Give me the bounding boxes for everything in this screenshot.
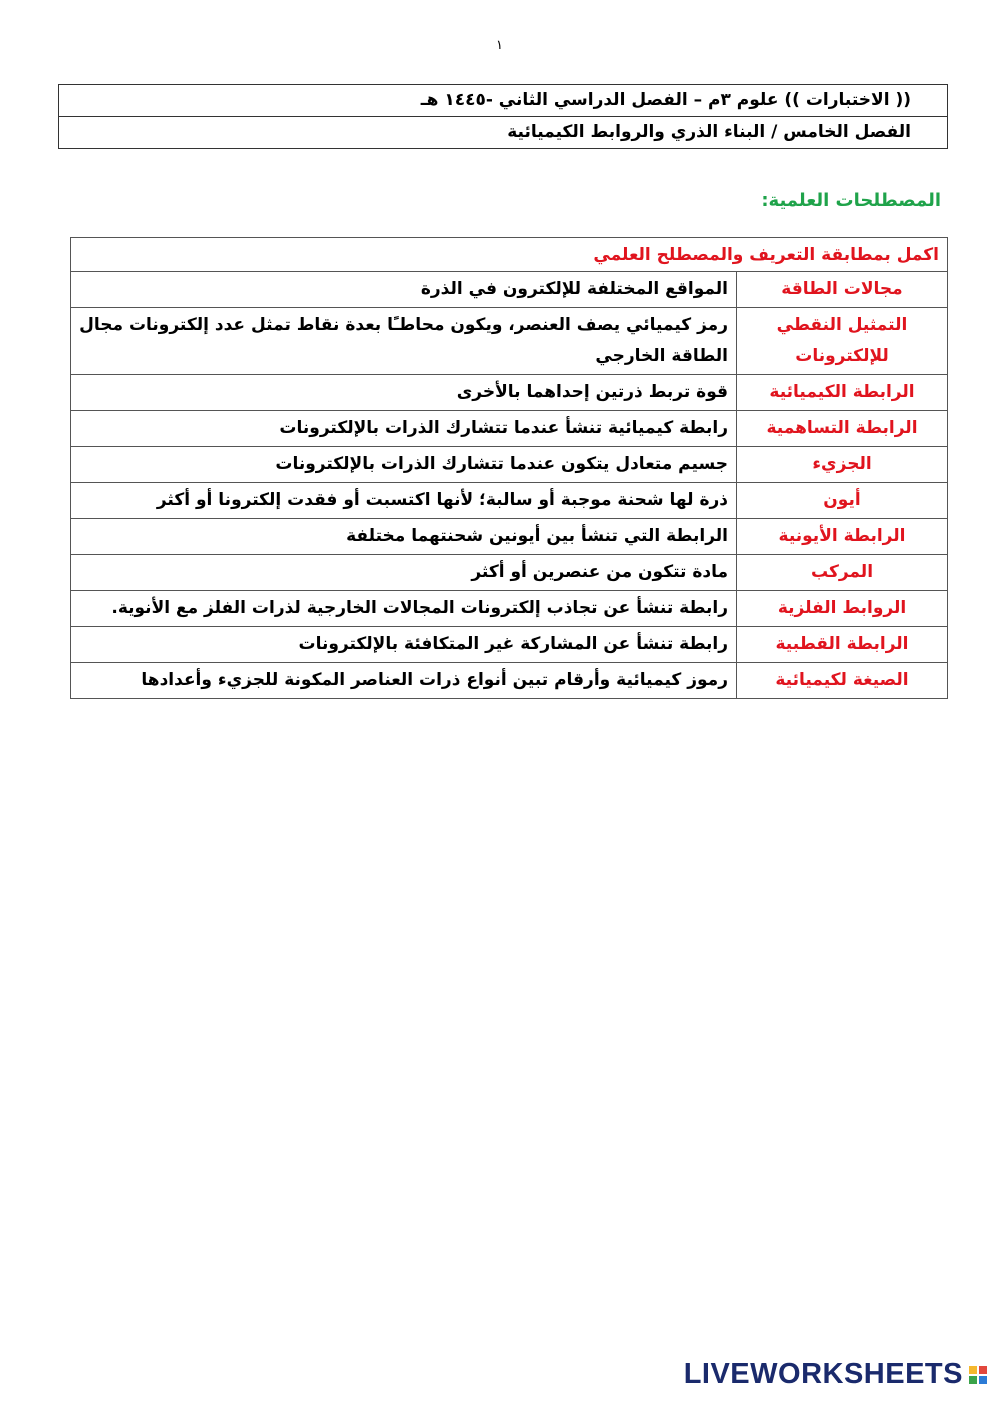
logo-square xyxy=(969,1366,977,1374)
liveworksheets-logo xyxy=(684,1358,987,1391)
brand-text: LIVEWORKSHEETS xyxy=(683,1358,963,1390)
table-row xyxy=(71,447,948,483)
table-row xyxy=(71,308,948,375)
terms-table xyxy=(70,237,948,699)
definition-cell: رابطة تنشأ عن المشاركة غير المتكافئة بالإلكترونات xyxy=(71,627,737,663)
table-row xyxy=(71,591,948,627)
term-cell: التمثيل النقطي للإلكترونات xyxy=(737,308,948,375)
chapter-title: الفصل الخامس / البناء الذري والروابط الكيميائية xyxy=(59,117,948,149)
definition-cell: رابطة تنشأ عن تجاذب إلكترونات المجالات الخارجية لذرات الفلز مع الأنوية. xyxy=(71,591,737,627)
table-row xyxy=(71,272,948,308)
definition-cell: رموز كيميائية وأرقام تبين أنواع ذرات العناصر المكونة للجزيء وأعدادها xyxy=(71,663,737,699)
definition-cell: مادة تتكون من عنصرين أو أكثر xyxy=(71,555,737,591)
instruction: اكمل بمطابقة التعريف والمصطلح العلمي xyxy=(71,238,948,272)
logo-square xyxy=(979,1376,987,1384)
term-cell: مجالات الطاقة xyxy=(737,272,948,308)
table-row xyxy=(71,663,948,699)
definition-cell: قوة تربط ذرتين إحداهما بالأخرى xyxy=(71,375,737,411)
term-cell: أيون xyxy=(737,483,948,519)
header-table xyxy=(58,84,948,149)
table-row xyxy=(71,483,948,519)
table-row xyxy=(71,411,948,447)
term-cell: المركب xyxy=(737,555,948,591)
table-row xyxy=(71,555,948,591)
definition-cell: ذرة لها شحنة موجبة أو سالبة؛ لأنها اكتسبت أو فقدت إلكترونا أو أكثر xyxy=(71,483,737,519)
definition-cell: الرابطة التي تنشأ بين أيونين شحنتهما مختلفة xyxy=(71,519,737,555)
term-cell: الرابطة الأيونية xyxy=(737,519,948,555)
term-cell: الصيغة لكيميائية xyxy=(737,663,948,699)
term-cell: الجزيء xyxy=(737,447,948,483)
exam-title: (( الاختبارات )) علوم ٣م – الفصل الدراسي الثاني -١٤٤٥ هـ xyxy=(59,85,948,117)
term-cell: الرابطة التساهمية xyxy=(737,411,948,447)
term-cell: الروابط الفلزية xyxy=(737,591,948,627)
definition-cell: جسيم متعادل يتكون عندما تتشارك الذرات بالإلكترونات xyxy=(71,447,737,483)
definition-cell: رابطة كيميائية تنشأ عندما تتشارك الذرات بالإلكترونات xyxy=(71,411,737,447)
section-title: المصطلحات العلمية: xyxy=(761,190,941,211)
table-row xyxy=(71,627,948,663)
term-cell: الرابطة القطبية xyxy=(737,627,948,663)
table-row xyxy=(71,375,948,411)
term-cell: الرابطة الكيميائية xyxy=(737,375,948,411)
definition-cell: رمز كيميائي يصف العنصر، ويكون محاطـًا بعدة نقاط تمثل عدد إلكترونات مجال الطاقة الخارجي xyxy=(71,308,737,375)
page-number: ١ xyxy=(496,38,503,53)
table-row xyxy=(71,519,948,555)
logo-square xyxy=(969,1376,977,1384)
logo-square xyxy=(979,1366,987,1374)
definition-cell: المواقع المختلفة للإلكترون في الذرة xyxy=(71,272,737,308)
logo-mark-icon xyxy=(969,1366,987,1384)
